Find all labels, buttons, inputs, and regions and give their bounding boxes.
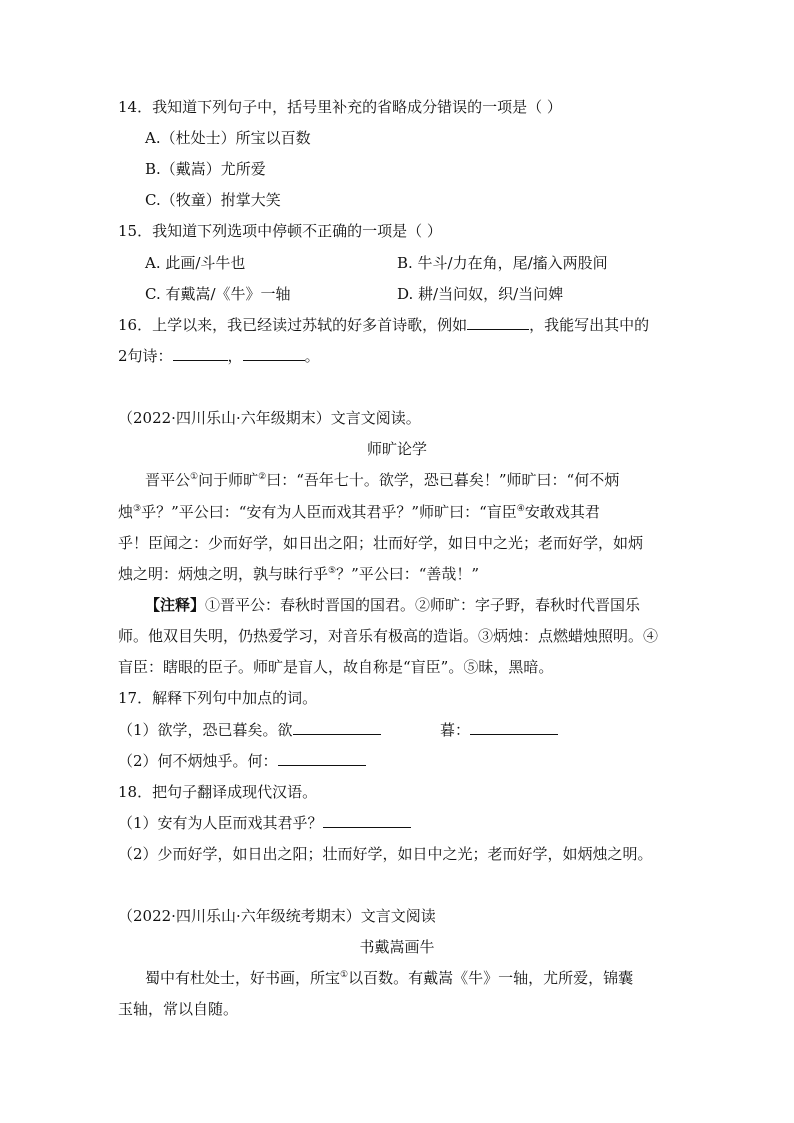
passage-1-notes-line-3: 盲臣：瞎眼的臣子。师旷是盲人，故自称是“盲臣”。⑤昧，黑暗。 [118, 658, 554, 676]
passage-text: ？”平公曰：“善哉！” [336, 565, 480, 583]
passage-text: 问于师旷 [198, 471, 259, 489]
notes-label: 【注释】 [145, 596, 206, 614]
footnote-marker: ② [258, 472, 267, 482]
notes-text: ①晋平公：春秋时晋国的国君。②师旷：字子野，春秋时代晋国乐 [205, 596, 641, 614]
question-16-text-c: 2句诗： [118, 347, 173, 365]
answer-blank[interactable] [173, 346, 228, 361]
passage-text: 烛 [118, 503, 134, 521]
answer-blank[interactable] [470, 720, 558, 735]
question-18-item-1 [118, 813, 411, 833]
question-16-text-b: ，我能写出其中的 [529, 316, 650, 334]
question-text: 暮： [440, 721, 471, 739]
passage-1-source: （2022·四川乐山·六年级期末）文言文阅读。 [118, 409, 421, 427]
passage-1-notes-line-1 [145, 595, 640, 615]
passage-text: 蜀中有杜处士，好书画，所宝 [145, 969, 341, 987]
passage-2-line-1 [145, 968, 633, 988]
question-17-item-1b [440, 720, 558, 740]
footnote-marker: ③ [133, 504, 142, 514]
passage-1-line-4 [118, 564, 479, 584]
answer-blank[interactable] [293, 720, 381, 735]
question-text: （1）欲学，恐已暮矣。欲 [118, 721, 293, 739]
question-text: （2）何不炳烛乎。何： [118, 752, 278, 770]
footnote-marker: ① [340, 970, 349, 980]
question-15-stem: 15．我知道下列选项中停顿不正确的一项是（ ） [118, 222, 442, 240]
question-text: （1）安有为人臣而戏其君乎？ [118, 814, 323, 832]
passage-1-line-2 [118, 502, 600, 522]
question-15-option-b: B. 牛斗/力在角，尾/搐入两股间 [397, 254, 608, 272]
passage-1-line-3: 乎！臣闻之：少而好学，如日出之阳；壮而好学，如日中之光；老而好学，如炳 [118, 534, 644, 552]
answer-blank[interactable] [467, 315, 529, 330]
answer-blank[interactable] [278, 751, 366, 766]
passage-text: 晋平公 [145, 471, 191, 489]
question-17-item-1 [118, 720, 381, 740]
passage-1-title: 师旷论学 [366, 440, 427, 458]
question-14-option-b: B.（戴嵩）尤所爱 [145, 160, 266, 178]
question-16-line-1 [118, 315, 649, 335]
question-15-option-d: D. 耕/当问奴，织/当问婢 [397, 285, 564, 303]
answer-blank[interactable] [243, 346, 305, 361]
question-18-item-2: （2）少而好学，如日出之阳；壮而好学，如日中之光；老而好学，如炳烛之明。 [118, 845, 653, 863]
question-17-item-2 [118, 751, 366, 771]
question-16-period: 。 [304, 347, 320, 365]
passage-1-notes-line-2: 师。他双目失明，仍热爱学习，对音乐有极高的造诣。③炳烛：点燃蜡烛照明。④ [118, 627, 659, 645]
passage-1-line-1 [145, 470, 619, 490]
question-14-option-a: A.（杜处士）所宝以百数 [145, 129, 311, 147]
footnote-marker: ① [190, 472, 199, 482]
passage-2-source: （2022·四川乐山·六年级统考期末）文言文阅读 [118, 907, 436, 925]
answer-blank[interactable] [323, 813, 411, 828]
passage-text: 烛之明：炳烛之明，孰与昧行乎 [118, 565, 329, 583]
passage-2-line-2: 玉轴，常以自随。 [118, 1000, 239, 1018]
passage-text: 安敢戏其君 [524, 503, 600, 521]
question-16-line-2 [118, 346, 320, 366]
footnote-marker: ④ [516, 504, 525, 514]
question-16-comma: ， [227, 347, 243, 365]
passage-2-title: 书戴嵩画牛 [359, 938, 435, 956]
question-18-stem: 18．把句子翻译成现代汉语。 [118, 783, 318, 801]
question-15-option-c: C. 有戴嵩/《牛》一轴 [145, 285, 291, 303]
question-14-option-c: C.（牧童）拊掌大笑 [145, 191, 281, 209]
passage-text: 乎？”平公曰：“安有为人臣而戏其君乎？”师旷曰：“盲臣 [141, 503, 517, 521]
footnote-marker: ⑤ [328, 566, 337, 576]
question-17-stem: 17．解释下列句中加点的词。 [118, 689, 318, 707]
passage-text: 以百数。有戴嵩《牛》一轴，尤所爱，锦囊 [348, 969, 634, 987]
question-14-stem: 14．我知道下列句子中，括号里补充的省略成分错误的一项是（ ） [118, 98, 562, 116]
question-15-option-a: A. 此画/斗牛也 [145, 254, 246, 272]
passage-text: 曰：“吾年七十。欲学，恐已暮矣！”师旷曰：“何不炳 [266, 471, 620, 489]
question-16-text-a: 16．上学以来，我已经读过苏轼的好多首诗歌，例如 [118, 316, 468, 334]
